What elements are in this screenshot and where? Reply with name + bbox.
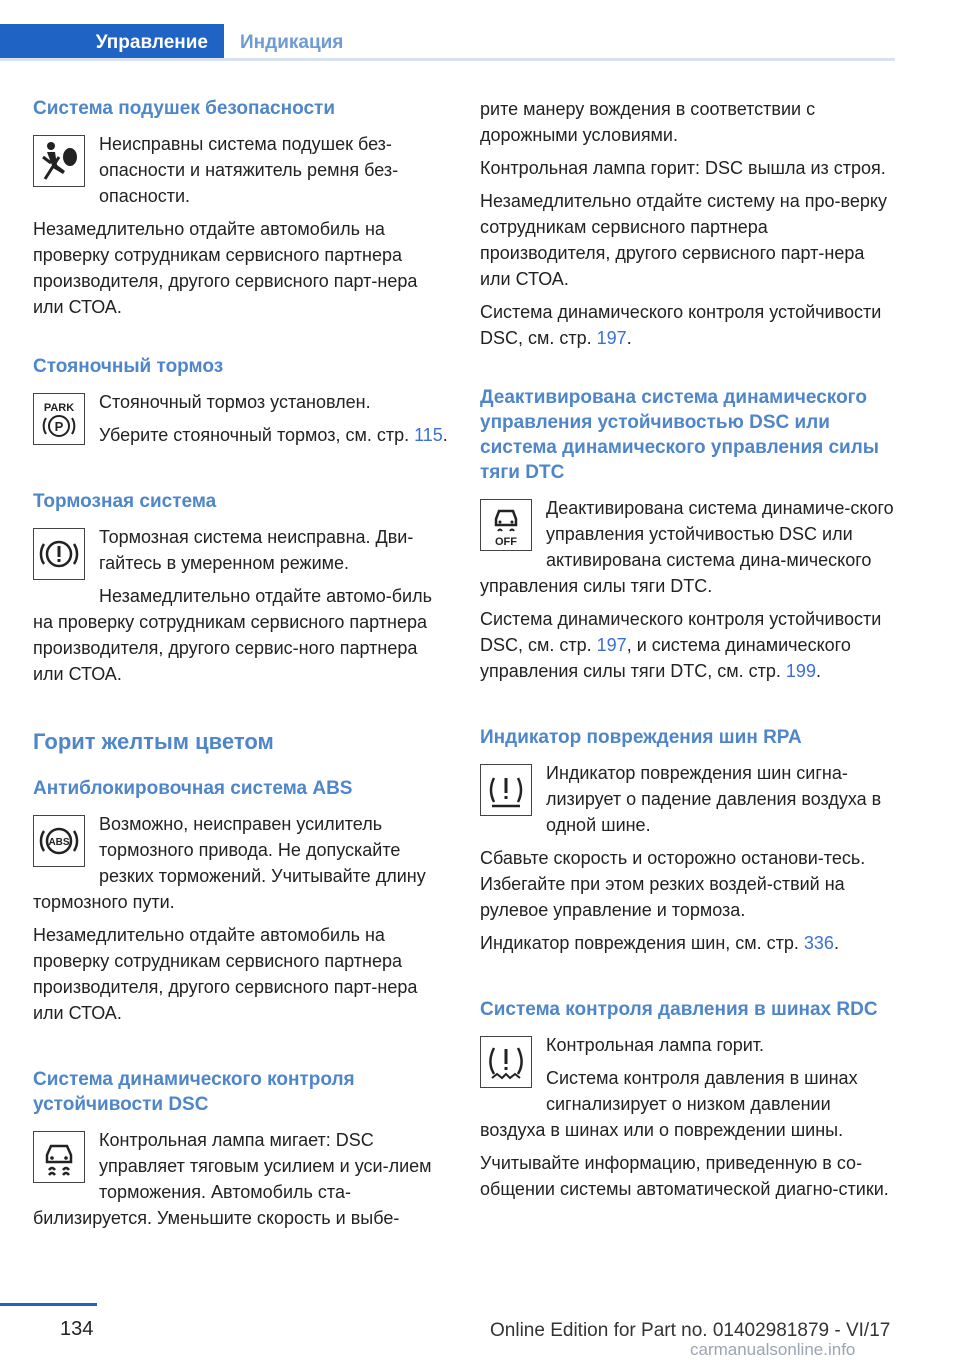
watermark: carmanualsonline.info xyxy=(690,1340,856,1359)
page-link[interactable]: 197 xyxy=(596,328,627,348)
header-divider xyxy=(0,58,895,61)
section-dsc-continued xyxy=(480,96,896,351)
right-column xyxy=(480,96,896,1243)
heading-yellow: Горит желтым цветом xyxy=(33,729,274,754)
paragraph: Сбавьте скорость и осторожно останови-тесь. Избегайте при этом резких воздей-ствий на рулевое управление и тормоза. xyxy=(480,848,866,920)
tire-pressure-icon xyxy=(480,1036,532,1088)
paragraph: Контрольная лампа мигает: DSC управляет тяговым усилием и уси-лием торможения. Автомобиль ста-билизируется. Уменьшите скорость и выбе- xyxy=(33,1130,432,1228)
section-title: Деактивирована система динамического управления устойчивостью DSC или система динамического управления силы тяги DTC xyxy=(480,387,880,483)
section-dsc-off xyxy=(480,385,896,691)
edition-info: Online Edition for Part no. 01402981879 - VI/17 xyxy=(490,1320,891,1341)
page-link[interactable]: 199 xyxy=(785,661,816,681)
paragraph: Учитывайте информацию, приведенную в со-общении системы автоматической диагно-стики. xyxy=(480,1153,889,1199)
section-title: Система динамического контроля устойчивости DSC xyxy=(33,1069,355,1115)
dsc-off-icon xyxy=(480,499,532,551)
paragraph: Система динамического контроля устойчивости DSC, см. стр. 197, и система динамического управления силы тяги DTC, см. стр. 199. xyxy=(480,609,882,681)
paragraph: Незамедлительно отдайте автомобиль на проверку сотрудникам сервисного партнера производителя, другого сервисного парт-нера или СТОА. xyxy=(33,925,418,1023)
paragraph: Система динамического контроля устойчивости DSC, см. стр. 197. xyxy=(480,302,882,348)
paragraph: рите манеру вождения в соответствии с дорожными условиями. xyxy=(480,99,816,145)
paragraph: Тормозная система неисправна. Дви-гайтесь в умеренном режиме. xyxy=(99,527,414,573)
abs-icon xyxy=(33,815,85,867)
paragraph: Незамедлительно отдайте систему на про-верку сотрудникам сервисного партнера производителя, другого сервисного парт-нера или СТОА. xyxy=(480,191,887,289)
section-rdc xyxy=(480,997,896,1209)
park-icon-text: PARK xyxy=(43,402,75,414)
section-parking-brake xyxy=(33,354,449,455)
footer-divider xyxy=(0,1303,97,1306)
paragraph: Деактивирована система динамиче-ского управления устойчивостью DSC или активирована система дина-мического управления силы тяги DTC. xyxy=(480,498,894,596)
svg-text:P: P xyxy=(54,419,64,434)
section-abs xyxy=(33,776,449,1033)
paragraph: Индикатор повреждения шин, см. стр. 336. xyxy=(480,933,839,953)
section-title: Тормозная система xyxy=(33,491,217,512)
park-brake-icon xyxy=(33,393,85,445)
tire-warning-icon xyxy=(480,764,532,816)
paragraph: Уберите стояночный тормоз, см. стр. 115. xyxy=(99,425,448,445)
paragraph: Возможно, неисправен усилитель тормозного привода. Не допускайте резких торможений. Учитывайте длину тормозного пути. xyxy=(33,814,426,912)
brake-warning-icon xyxy=(33,528,85,580)
section-title: Система подушек безопасности xyxy=(33,98,335,119)
dsc-icon xyxy=(33,1131,85,1183)
section-brake-system xyxy=(33,489,449,694)
tab-controls[interactable]: Управление xyxy=(0,24,224,61)
page-link[interactable]: 197 xyxy=(596,635,627,655)
section-title: Стояночный тормоз xyxy=(33,356,224,377)
section-rpa xyxy=(480,725,896,963)
paragraph: Незамедлительно отдайте автомобиль на проверку сотрудникам сервисного партнера производителя, другого сервисного парт-нера или СТОА. xyxy=(33,219,418,317)
paragraph: Стояночный тормоз установлен. xyxy=(99,392,371,412)
airbag-warning-icon xyxy=(33,135,85,187)
section-dsc xyxy=(33,1067,449,1231)
section-title: Антиблокировочная система ABS xyxy=(33,778,353,799)
tab-indication[interactable]: Индикация xyxy=(240,31,344,53)
section-title: Индикатор повреждения шин RPA xyxy=(480,727,802,748)
paragraph: Контрольная лампа горит: DSC вышла из строя. xyxy=(480,158,886,178)
paragraph: Система контроля давления в шинах сигнализирует о низком давлении воздуха в шинах или о повреждении шины. xyxy=(480,1068,858,1140)
paragraph: Контрольная лампа горит. xyxy=(546,1035,765,1055)
dsc-off-icon-text: OFF xyxy=(495,536,517,547)
page-number: 134 xyxy=(60,1318,94,1340)
page-link[interactable]: 336 xyxy=(803,933,834,953)
paragraph: Неисправны система подушек без-опасности и натяжитель ремня без-опасности. xyxy=(99,134,399,206)
abs-icon-text: ABS xyxy=(48,837,70,848)
section-airbag xyxy=(33,96,449,320)
paragraph: Незамедлительно отдайте автомо-биль на проверку сотрудникам сервисного партнера производителя, другого сервис-ного партнера или СТОА. xyxy=(33,586,432,684)
section-title: Система контроля давления в шинах RDC xyxy=(480,999,878,1020)
left-column xyxy=(33,96,449,1265)
page-link[interactable]: 115 xyxy=(414,425,443,445)
paragraph: Индикатор повреждения шин сигна-лизирует о падение давления воздуха в одной шине. xyxy=(546,763,882,835)
